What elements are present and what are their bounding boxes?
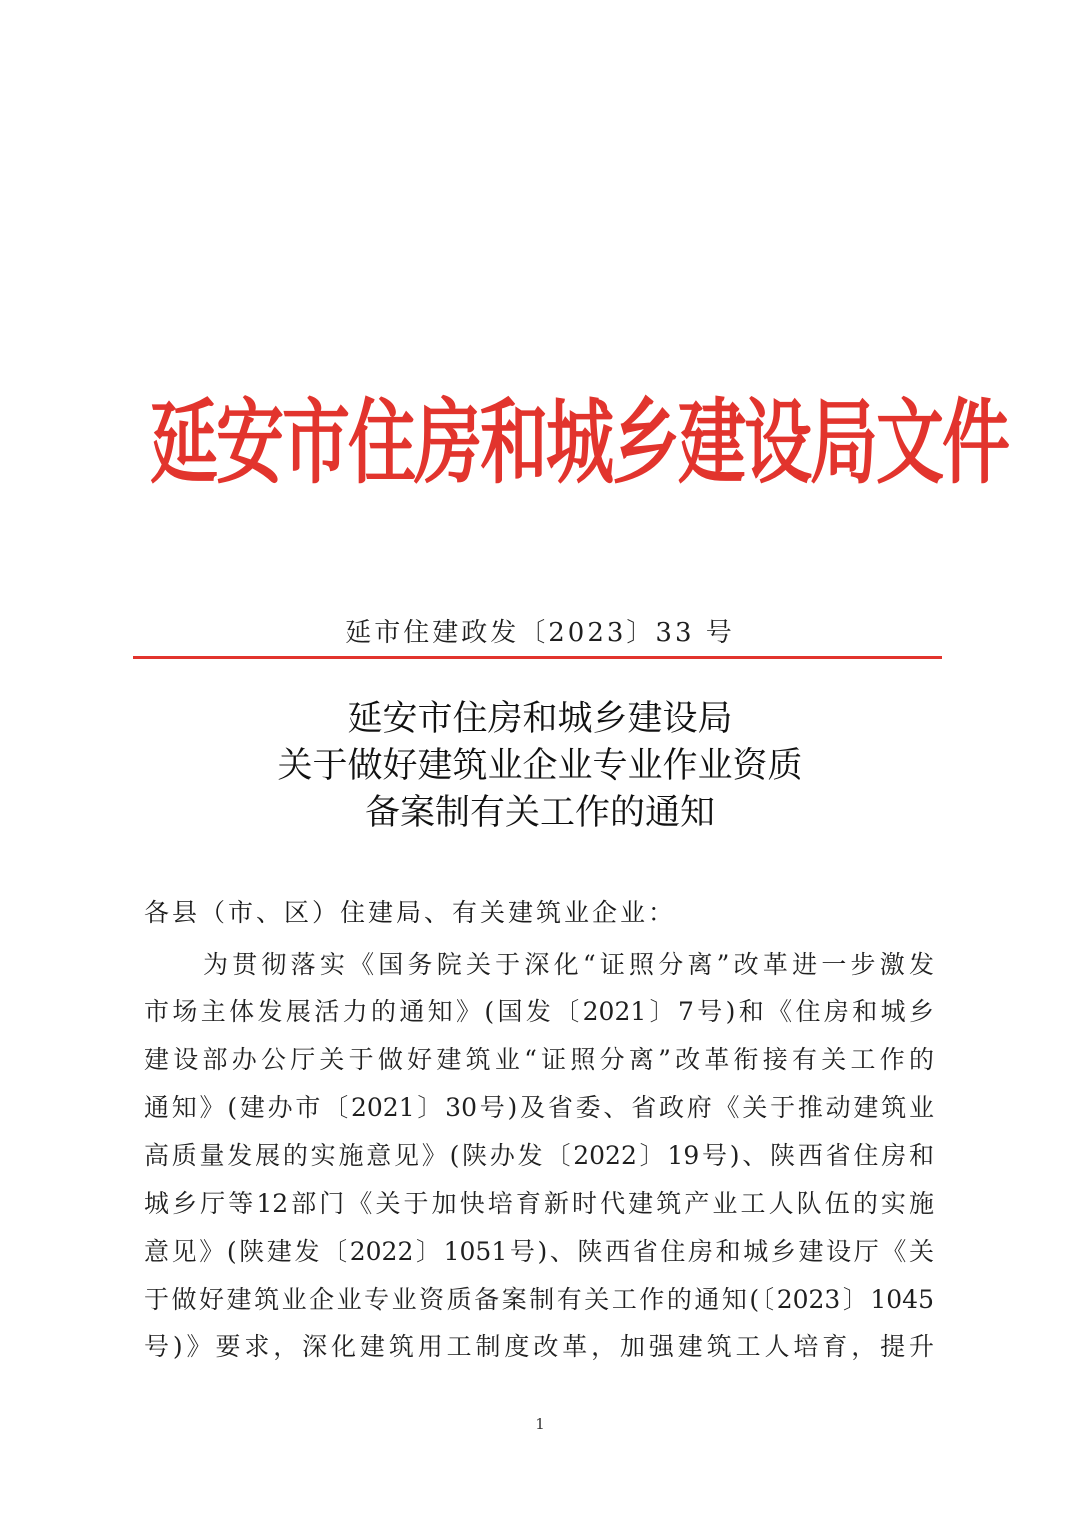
body-line-9: 号)》要求，深化建筑用工制度改革，加强建筑工人培育，提升 [144, 1332, 934, 1361]
body-line-7: 意见》(陕建发〔2022〕1051号)、陕西省住房和城乡建设厅《关 [144, 1237, 934, 1266]
body-line-6: 城乡厅等12部门《关于加快培育新时代建筑产业工人队伍的实施 [144, 1189, 934, 1218]
masthead-title: 延安市住房和城乡建设局文件 [150, 391, 1009, 498]
body-line-3: 建设部办公厅关于做好建筑业“证照分离”改革衔接有关工作的 [144, 1045, 934, 1074]
body-line-2: 市场主体发展活力的通知》(国发〔2021〕7号)和《住房和城乡 [144, 997, 934, 1026]
body-line-8: 于做好建筑业企业专业资质备案制有关工作的通知(〔2023〕1045 [144, 1285, 934, 1314]
title-line-2: 关于做好建筑业企业专业作业资质 [277, 746, 803, 786]
salutation: 各县（市、区）住建局、有关建筑业企业： [144, 898, 677, 927]
page-number: 1 [535, 1415, 545, 1433]
body-line-1: 为贯彻落实《国务院关于深化“证照分离”改革进一步激发 [203, 950, 934, 979]
title-line-3: 备案制有关工作的通知 [364, 793, 715, 833]
title-line-1: 延安市住房和城乡建设局 [347, 699, 733, 739]
notice-title [0, 696, 1080, 837]
body-line-4: 通知》(建办市〔2021〕30号)及省委、省政府《关于推动建筑业 [144, 1093, 934, 1122]
body-line-5: 高质量发展的实施意见》(陕办发〔2022〕19号)、陕西省住房和 [144, 1141, 934, 1170]
document-number: 延市住建政发〔2023〕33 号 [345, 618, 735, 648]
red-divider-line [133, 656, 942, 659]
